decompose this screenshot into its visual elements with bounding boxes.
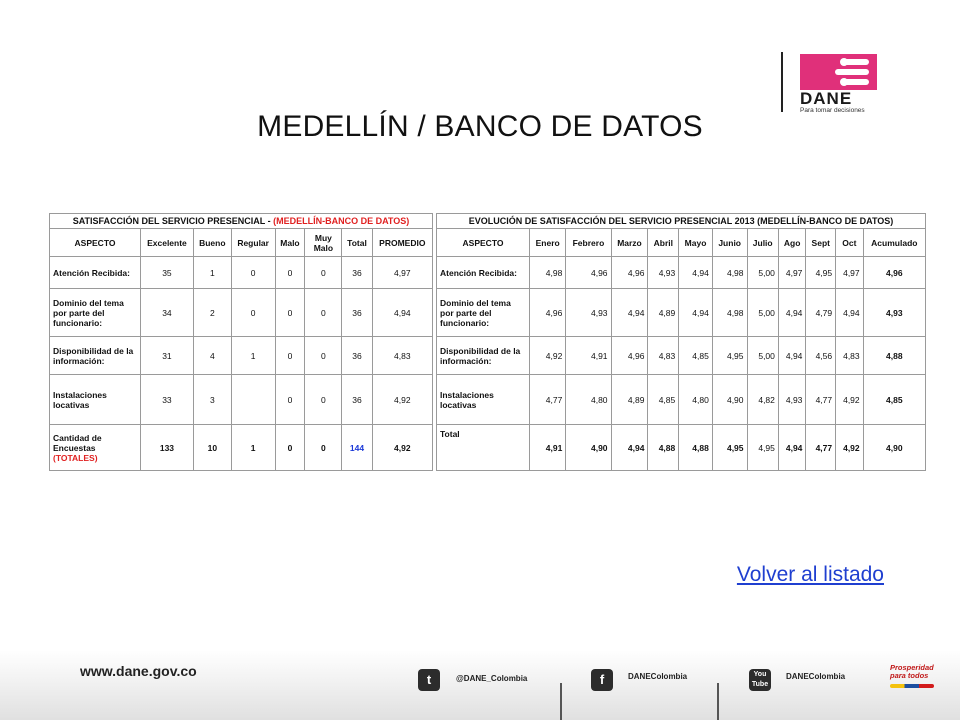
youtube-handle[interactable]: DANEColombia (786, 672, 846, 681)
table-row: Instalaciones locativas 4,77 4,80 4,89 4,85 4,80 4,90 4,82 4,93 4,77 4,92 4,85 (437, 375, 926, 425)
site-url[interactable]: www.dane.gov.co (80, 663, 197, 679)
table-row: Atención Recibida: 4,98 4,96 4,96 4,93 4,94 4,98 5,00 4,97 4,95 4,97 4,96 (437, 257, 926, 289)
col-header: Febrero (566, 229, 611, 257)
col-header: Acumulado (863, 229, 925, 257)
col-header: Malo (275, 229, 305, 257)
col-header: ASPECTO (437, 229, 530, 257)
col-header: Oct (836, 229, 864, 257)
table-row: Atención Recibida: 35 1 0 0 0 36 4,97 (50, 257, 433, 289)
col-header: Sept (806, 229, 836, 257)
col-header: Regular (231, 229, 275, 257)
col-header: Excelente (141, 229, 194, 257)
evolution-table (436, 213, 926, 471)
col-header: Enero (530, 229, 566, 257)
page-title: MEDELLÍN / BANCO DE DATOS (257, 110, 703, 143)
footer (0, 650, 960, 720)
footer-divider (560, 683, 562, 720)
col-header: PROMEDIO (372, 229, 432, 257)
table-caption: EVOLUCIÓN DE SATISFACCIÓN DEL SERVICIO PRESENCIAL 2013 (MEDELLÍN-BANCO DE DATOS) (437, 214, 926, 229)
table-row: Disponibilidad de la información: 31 4 1 0 0 36 4,83 (50, 337, 433, 375)
prosperidad-logo: Prosperidad para todos (890, 664, 936, 692)
table-row: Dominio del tema por parte del funcionario: 4,96 4,93 4,94 4,89 4,94 4,98 5,00 4,94 4,79 4,94 4,93 (437, 289, 926, 337)
col-header: ASPECTO (50, 229, 141, 257)
youtube-icon[interactable]: You Tube (749, 669, 771, 691)
dane-logo (800, 54, 880, 116)
col-header: Ago (778, 229, 806, 257)
col-header: Muy Malo (305, 229, 342, 257)
facebook-handle[interactable]: DANEColombia (628, 672, 688, 681)
col-header: Marzo (611, 229, 648, 257)
logo-divider (781, 52, 783, 112)
facebook-icon[interactable]: f (591, 669, 613, 691)
dane-logo-mark (800, 54, 877, 90)
table-caption: SATISFACCIÓN DEL SERVICIO PRESENCIAL - (MEDELLÍN-BANCO DE DATOS) (50, 214, 433, 229)
total-row: Cantidad de Encuestas (TOTALES) 133 10 1 0 0 144 4,92 (50, 425, 433, 471)
satisfaction-table (49, 213, 433, 471)
col-header: Abril (648, 229, 679, 257)
twitter-icon[interactable]: t (418, 669, 440, 691)
back-to-list-link[interactable]: Volver al listado (736, 563, 884, 586)
col-header: Julio (747, 229, 778, 257)
col-header: Junio (712, 229, 747, 257)
col-header: Mayo (679, 229, 713, 257)
table-row: Dominio del tema por parte del funcionario: 34 2 0 0 0 36 4,94 (50, 289, 433, 337)
table-row: Disponibilidad de la información: 4,92 4,91 4,96 4,83 4,85 4,95 5,00 4,94 4,56 4,83 4,88 (437, 337, 926, 375)
logo-word: DANE (800, 89, 853, 108)
twitter-handle[interactable]: @DANE_Colombia (456, 674, 528, 683)
total-row: Total 4,91 4,90 4,94 4,88 4,88 4,95 4,95 4,94 4,77 4,92 4,90 (437, 425, 926, 471)
col-header: Total (342, 229, 372, 257)
logo-tagline: Para tomar decisiones (800, 107, 865, 114)
table-row: Instalaciones locativas 33 3 0 0 36 4,92 (50, 375, 433, 425)
footer-divider (717, 683, 719, 720)
col-header: Bueno (193, 229, 231, 257)
